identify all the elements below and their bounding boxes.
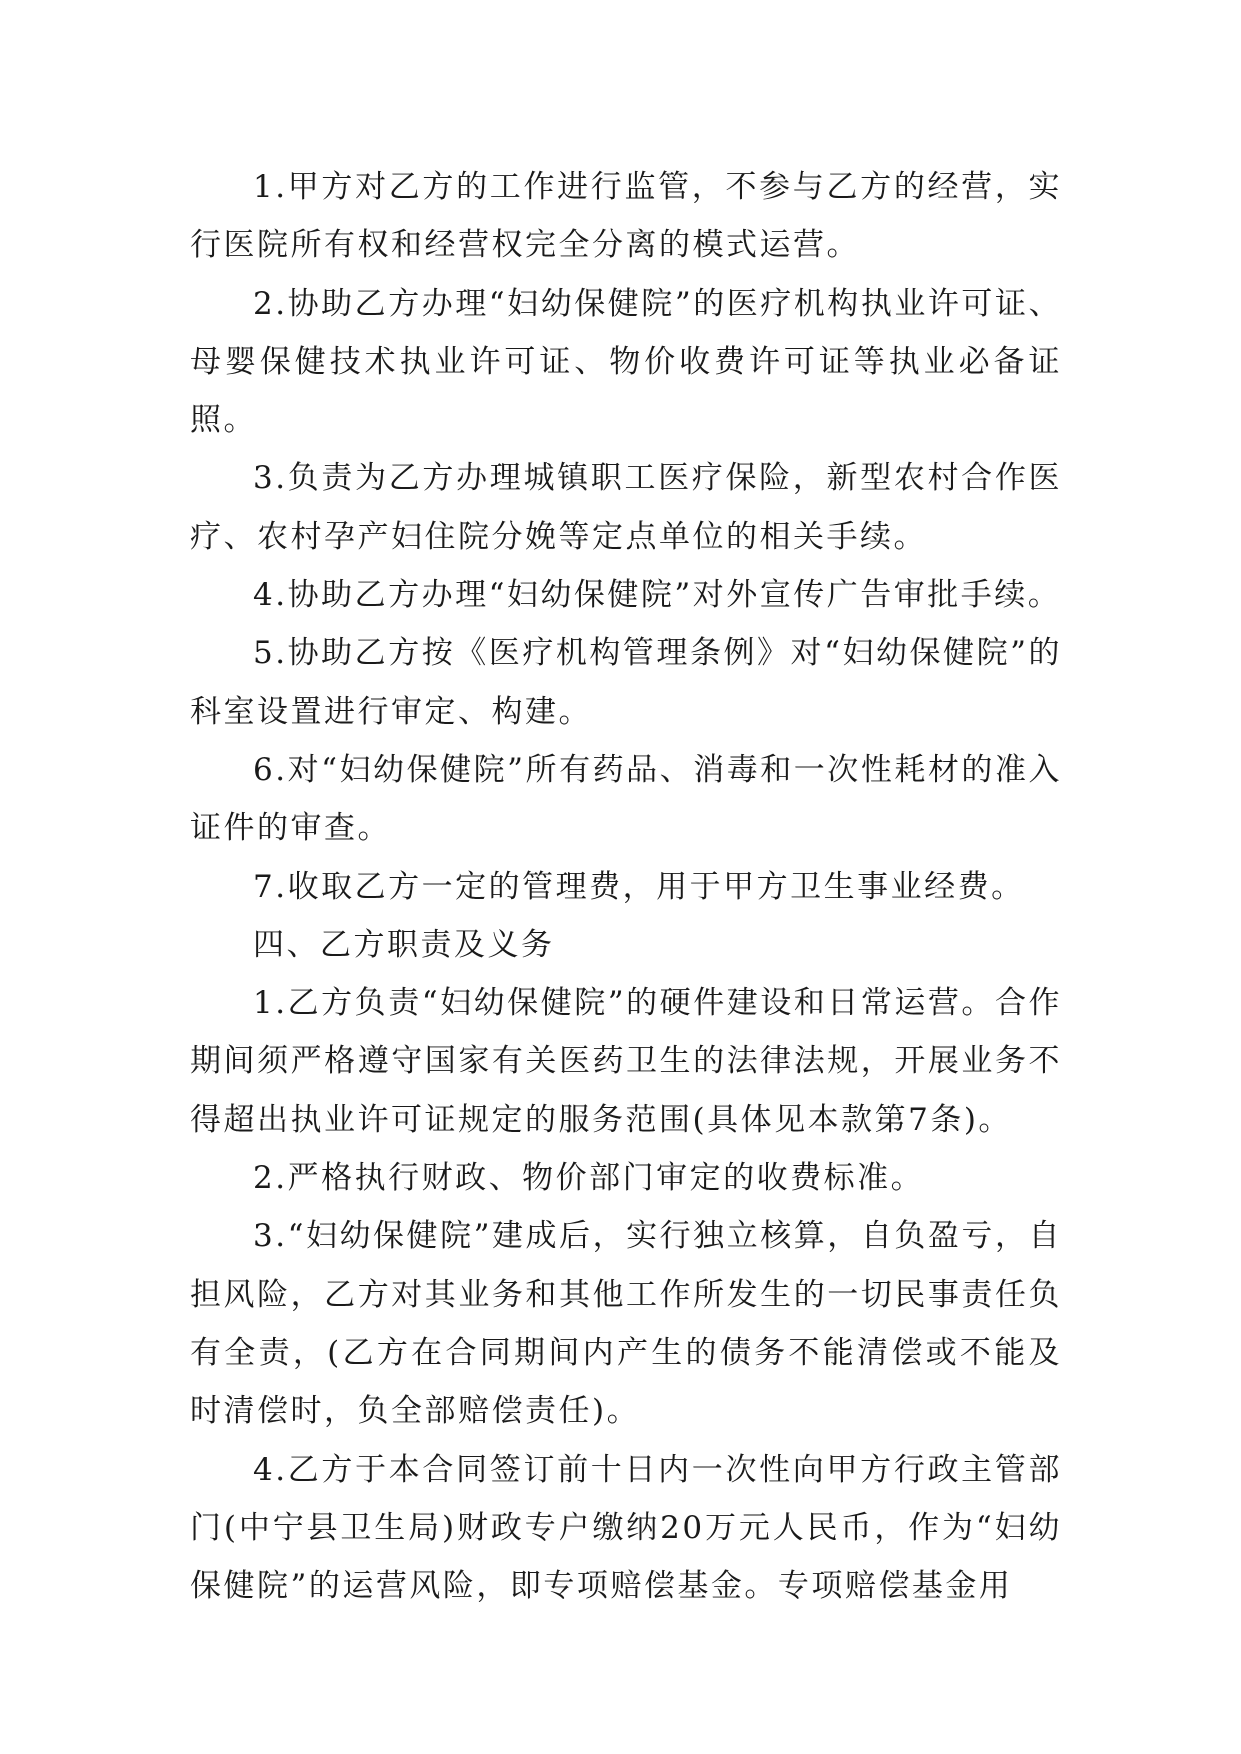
paragraph: 2.严格执行财政、物价部门审定的收费标准。 bbox=[253, 1160, 925, 1197]
paragraph: 5.协助乙方按《医疗机构管理条例》对“妇幼保健院”的科室设置进行审定、构建。 bbox=[190, 635, 1062, 730]
paragraph: 2.协助乙方办理“妇幼保健院”的医疗机构执业许可证、母婴保健技术执业许可证、物价收费许可证等执业必备证照。 bbox=[190, 285, 1062, 439]
paragraph: 1.甲方对乙方的工作进行监管，不参与乙方的经营，实行医院所有权和经营权完全分离的模式运营。 bbox=[190, 169, 1062, 264]
paragraph: 7.收取乙方一定的管理费，用于甲方卫生事业经费。 bbox=[253, 868, 1025, 905]
document-body bbox=[190, 158, 1062, 1615]
paragraph: 1.乙方负责“妇幼保健院”的硬件建设和日常运营。合作期间须严格遵守国家有关医药卫生的法律法规，开展业务不得超出执业许可证规定的服务范围(具体见本款第7条)。 bbox=[190, 985, 1062, 1138]
paragraph: 3.负责为乙方办理城镇职工医疗保险，新型农村合作医疗、农村孕产妇住院分娩等定点单位的相关手续。 bbox=[190, 460, 1062, 555]
paragraph: 6.对“妇幼保健院”所有药品、消毒和一次性耗材的准入证件的审查。 bbox=[190, 751, 1062, 847]
section-heading: 四、乙方职责及义务 bbox=[253, 926, 555, 963]
paragraph: 3.“妇幼保健院”建成后，实行独立核算，自负盈亏，自担风险，乙方对其业务和其他工作所发生的一切民事责任负有全责，(乙方在合同期间内产生的债务不能清偿或不能及时清偿时，负全部赔偿责任)。 bbox=[190, 1218, 1062, 1430]
paragraph: 4.乙方于本合同签订前十日内一次性向甲方行政主管部门(中宁县卫生局)财政专户缴纳20万元人民币，作为“妇幼保健院”的运营风险，即专项赔偿基金。专项赔偿基金用 bbox=[190, 1451, 1062, 1605]
paragraph: 4.协助乙方办理“妇幼保健院”对外宣传广告审批手续。 bbox=[253, 577, 1062, 614]
